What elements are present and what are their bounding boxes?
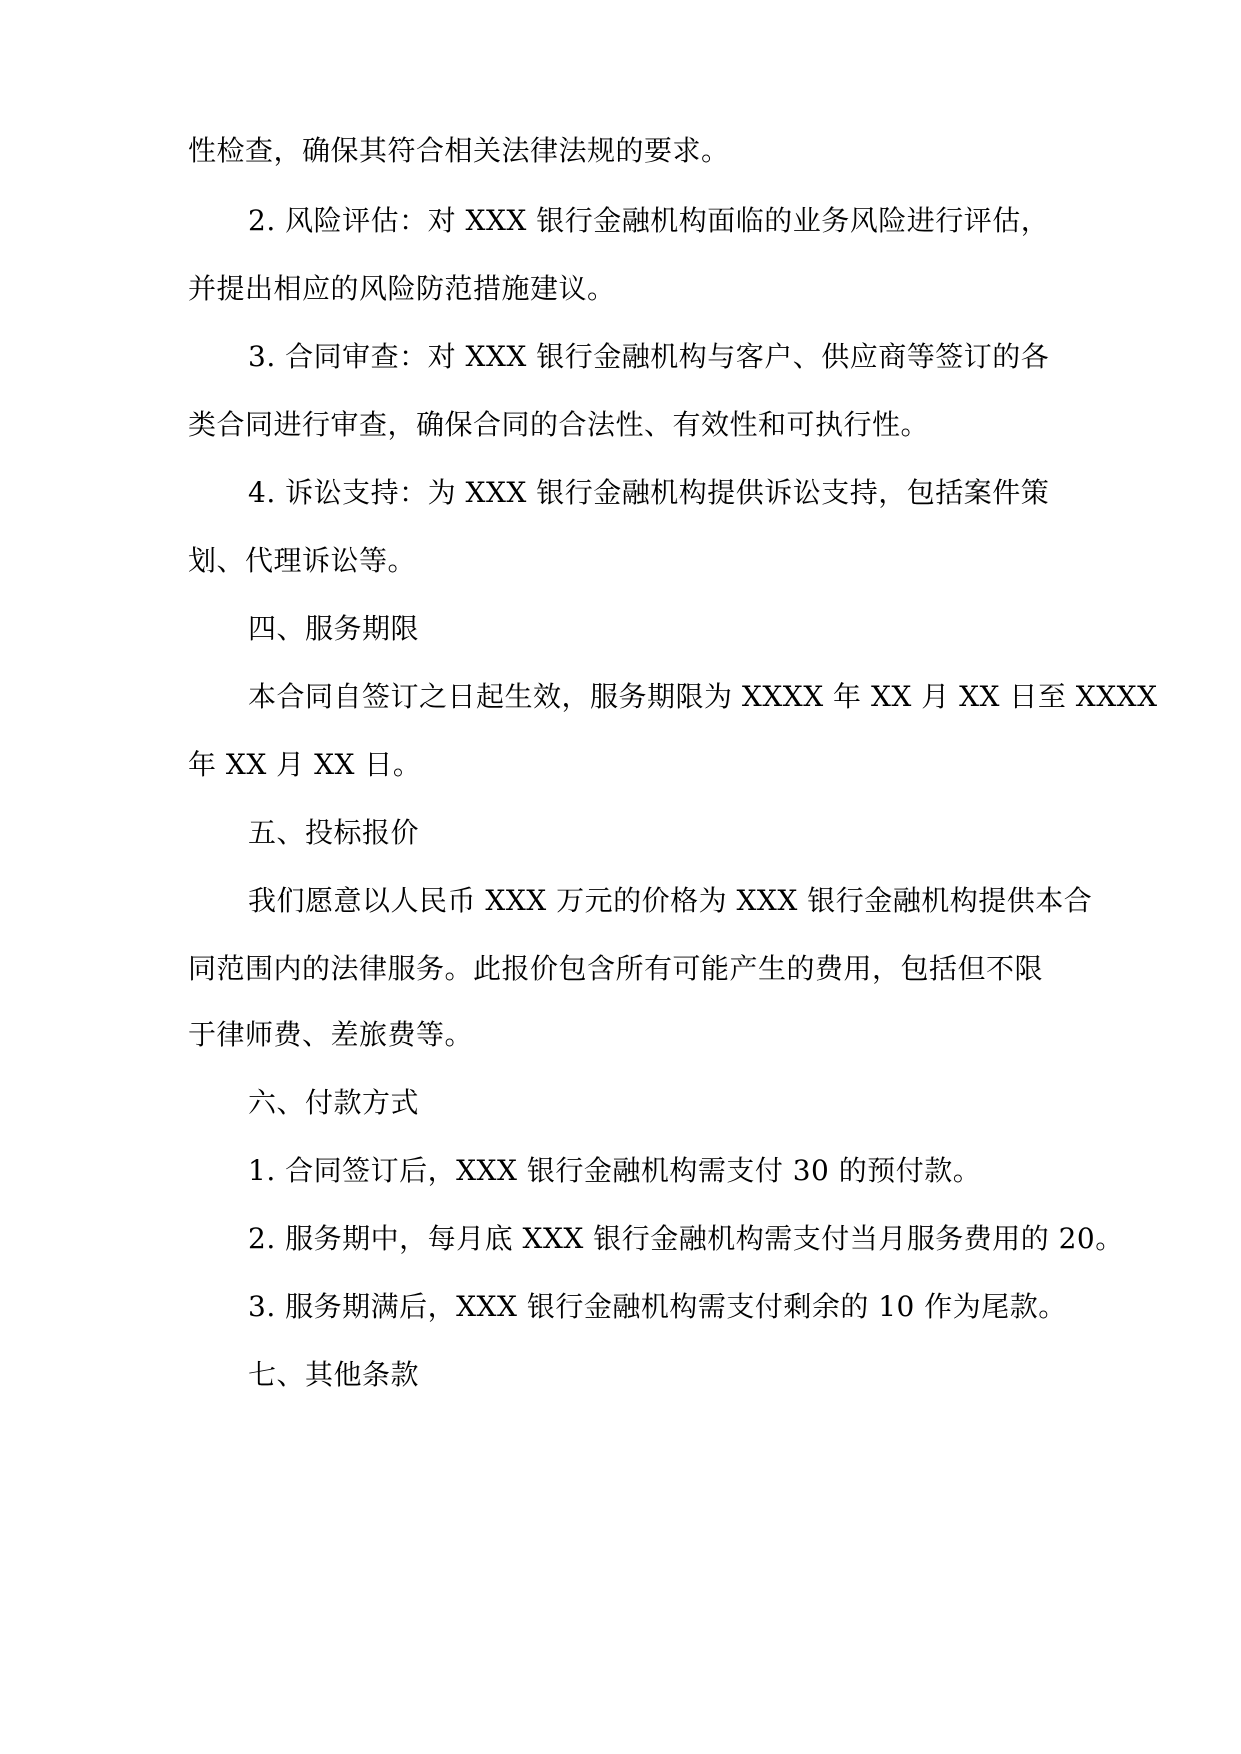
section-heading-other-terms: 七、其他条款 xyxy=(248,1358,420,1391)
paragraph-service-term: 本合同自签订之日起生效，服务期限为 XXXX 年 XX 月 XX 日至 XXXX xyxy=(248,680,1158,713)
list-item-payment-1: 1. 合同签订后，XXX 银行金融机构需支付 30 的预付款。 xyxy=(248,1154,982,1187)
text-line: 于律师费、差旅费等。 xyxy=(188,1018,474,1051)
text-line: 年 XX 月 XX 日。 xyxy=(188,748,422,781)
text-line: 类合同进行审查，确保合同的合法性、有效性和可执行性。 xyxy=(188,408,930,441)
list-item-payment-2: 2. 服务期中，每月底 XXX 银行金融机构需支付当月服务费用的 20。 xyxy=(248,1222,1124,1255)
text-line: 并提出相应的风险防范措施建议。 xyxy=(188,272,616,305)
list-item-contract-review: 3. 合同审查：对 XXX 银行金融机构与客户、供应商等签订的各 xyxy=(248,340,1050,373)
list-item-litigation-support: 4. 诉讼支持：为 XXX 银行金融机构提供诉讼支持，包括案件策 xyxy=(248,476,1050,509)
section-heading-service-term: 四、服务期限 xyxy=(248,612,420,645)
section-heading-payment-method: 六、付款方式 xyxy=(248,1086,420,1119)
list-item-payment-3: 3. 服务期满后，XXX 银行金融机构需支付剩余的 10 作为尾款。 xyxy=(248,1290,1067,1323)
text-line: 性检查，确保其符合相关法律法规的要求。 xyxy=(188,134,730,167)
section-heading-bid-quote: 五、投标报价 xyxy=(248,816,420,849)
text-line: 划、代理诉讼等。 xyxy=(188,544,417,577)
paragraph-bid-quote: 我们愿意以人民币 XXX 万元的价格为 XXX 银行金融机构提供本合 xyxy=(248,884,1093,917)
text-line: 同范围内的法律服务。此报价包含所有可能产生的费用，包括但不限 xyxy=(188,952,1044,985)
list-item-risk-assessment: 2. 风险评估：对 XXX 银行金融机构面临的业务风险进行评估， xyxy=(248,204,1050,237)
